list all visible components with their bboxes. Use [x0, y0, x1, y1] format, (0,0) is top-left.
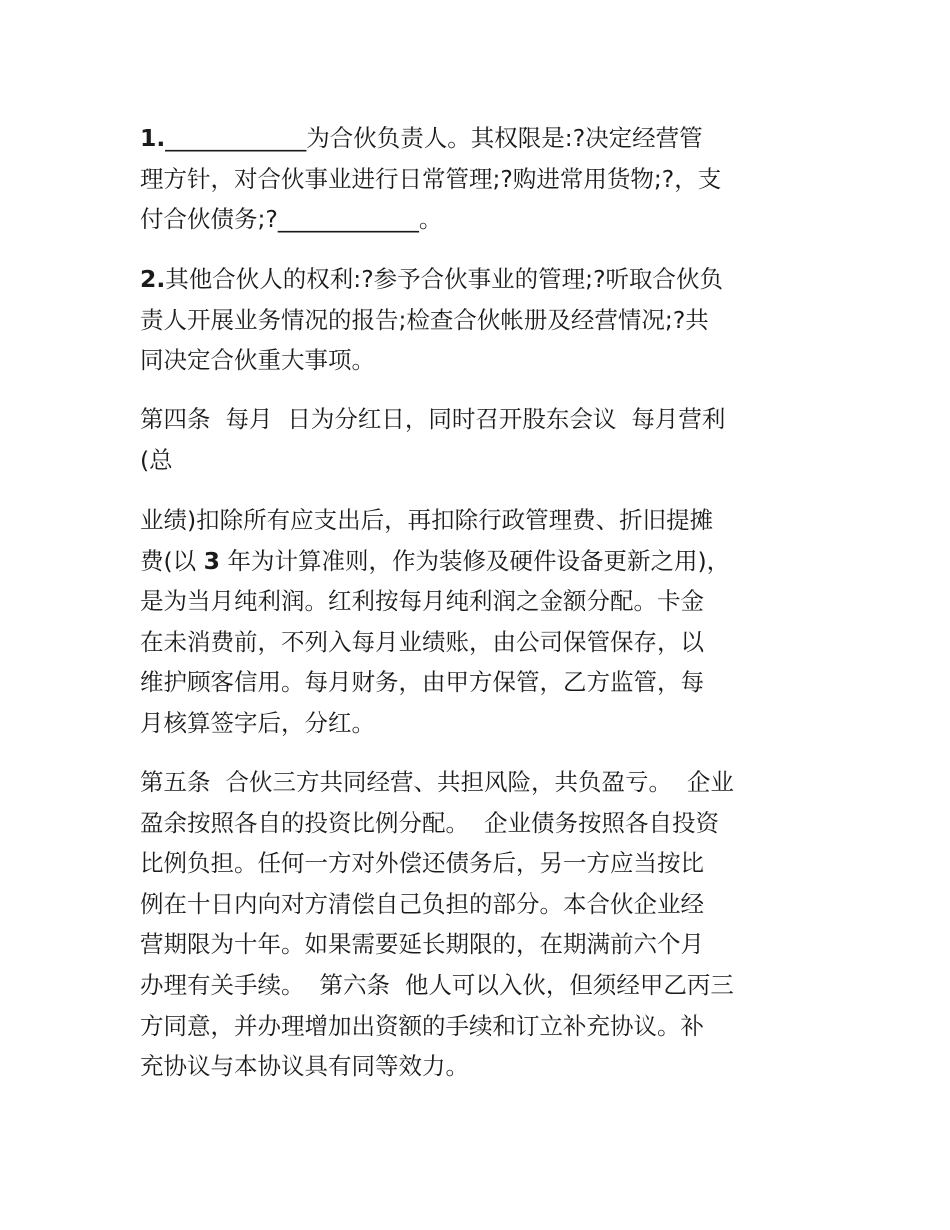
article-4-line-1: 第四条 每月 日为分红日，同时召开股东会议 每月营利	[140, 405, 726, 433]
clause-item-2-text-1: 其他合伙人的权利:?参予合伙事业的管理;?听取合伙负	[165, 265, 724, 293]
article-4-body-line-6: 月核算签字后，分红。	[140, 708, 375, 737]
clause-item-1	[140, 118, 812, 240]
clause-item-2-line-2: 责人开展业务情况的报告;检查合伙帐册及经营情况;?共	[140, 305, 709, 334]
article-4-body-line-2-pre: 费(以	[140, 546, 204, 575]
article-4-heading	[140, 399, 812, 480]
article-5-line-2: 盈余按照各自的投资比例分配。 企业债务按照各自投资	[140, 808, 719, 837]
article-4-line-2: (总	[140, 445, 173, 474]
article-4-body	[140, 500, 812, 744]
article-5-line-8: 充协议与本协议具有同等效力。	[140, 1052, 469, 1081]
clause-item-2-line-3: 同决定合伙重大事项。	[140, 346, 375, 375]
article-4-body-line-4: 在未消费前，不列入每月业绩账，由公司保管保存，以	[140, 627, 704, 656]
article-4-body-line-1: 业绩)扣除所有应支出后，再扣除行政管理费、折旧提摊	[140, 506, 714, 534]
item-number-2: 2.	[140, 265, 166, 293]
article-4-body-line-5: 维护顾客信用。每月财务，由甲方保管，乙方监管，每	[140, 668, 704, 697]
article-4-body-line-2-post: 年为计算准则，作为装修及硬件设备更新之用)，	[220, 546, 731, 575]
clause-item-1-line-3: 付合伙债务;?____________。	[140, 205, 443, 234]
article-4-body-line-2	[140, 541, 812, 582]
article-5-line-4: 例在十日内向对方清偿自己负担的部分。本合伙企业经	[140, 889, 704, 918]
article-5-line-1: 第五条 合伙三方共同经营、共担风险，共负盈亏。 企业	[140, 768, 734, 796]
clause-item-1-text-1: ____________为合伙负责人。其权限是:?决定经营管	[165, 124, 703, 152]
article-5-line-3: 比例负担。任何一方对外偿还债务后，另一方应当按比	[140, 849, 704, 878]
item-number-1: 1.	[140, 124, 166, 152]
article-5-line-6: 办理有关手续。 第六条 他人可以入伙，但须经甲乙丙三	[140, 970, 734, 999]
article-5-line-7: 方同意，并办理增加出资额的手续和订立补充协议。补	[140, 1011, 704, 1040]
clause-item-1-line-1	[140, 118, 812, 159]
article-5-line-5: 营期限为十年。如果需要延长期限的，在期满前六个月	[140, 930, 704, 959]
article-4-body-line-3: 是为当月纯利润。红利按每月纯利润之金额分配。卡金	[140, 587, 704, 616]
years-number: 3	[203, 546, 220, 575]
clause-item-1-line-2: 理方针，对合伙事业进行日常管理;?购进常用货物;?，支	[140, 164, 722, 193]
article-5-6	[140, 762, 812, 1087]
clause-item-2	[140, 259, 812, 381]
clause-item-2-line-1	[140, 259, 812, 300]
